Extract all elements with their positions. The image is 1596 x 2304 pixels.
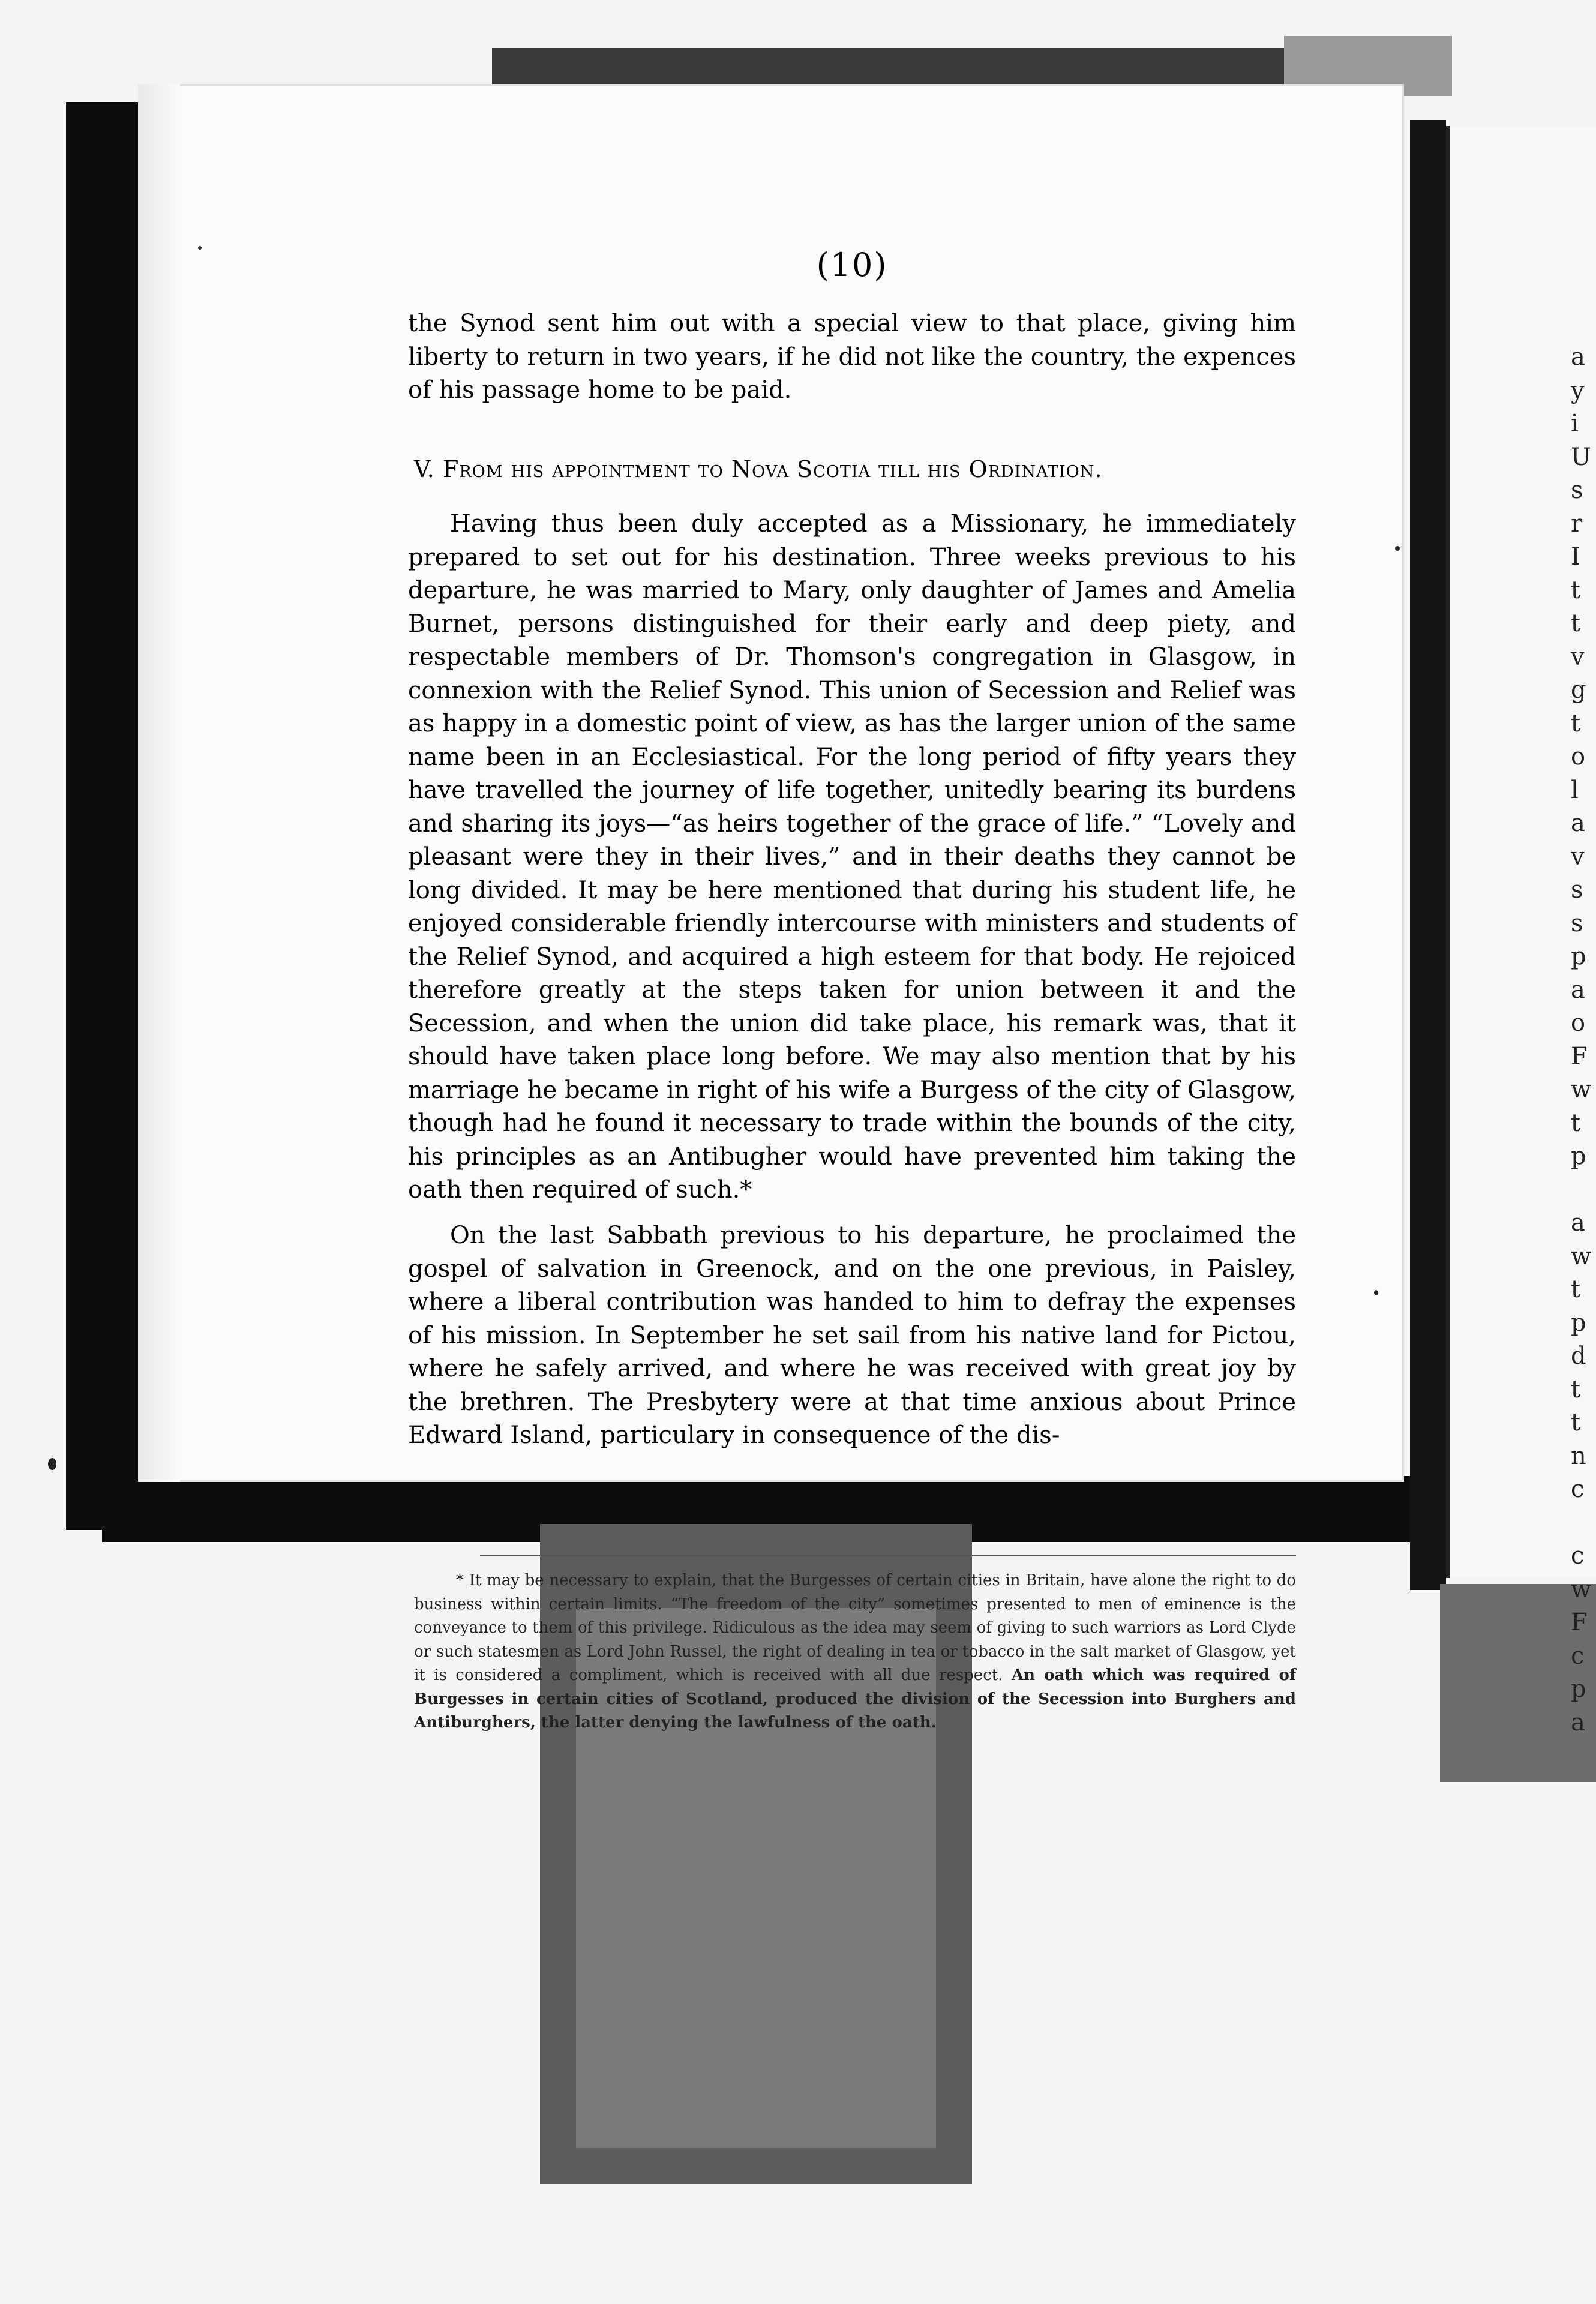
facing-page-letter: y [1571,376,1585,404]
facing-page-letter: t [1571,709,1581,737]
footnote-text: * It may be necessary to explain, that the Burgesses of certain cities in Britain, have alone the right to do business within certain limits. “The freedom of the city” sometimes presented to men of eminence is the conveyance to them of this privilege. Ridiculous as the idea may seem of giving to such warriors as Lord Clyde or such statesmen as Lord John Russel, the right of dealing in tea or tobacco in the salt market of Glasgow, yet it is considered a compliment, which is received with all due respect. [414,1571,1296,1684]
scan-speck [198,246,202,250]
facing-page-letter: a [1571,343,1585,371]
facing-page-letter: s [1571,876,1583,904]
body-paragraph-1: Having thus been duly accepted as a Missionary, he immediately prepared to set out for his destination. Three weeks previous to his departure, he was married to Mary, only daughter of James and Amelia Burnet, persons distinguished for their early and deep piety, and respectable members of Dr. Thomson's congregation in Glasgow, in connexion with the Relief Synod. This union of Secession and Relief was as happy in a domestic point of view, as has the larger union of the same name been in an Ecclesiastical. For the long period of fifty years they have travelled the journey of life together, unitedly bearing its burdens and sharing its joys—“as heirs together of the grace of life.” “Lovely and pleasant were they in their lives,” and in their deaths they cannot be long divided. It may be here mentioned that during his student life, he enjoyed considerable friendly intercourse with ministers and students of the Relief Synod, and acquired a high esteem for that body. He rejoiced therefore greatly at the steps taken for union between it and the Secession, and when the union did take place, his remark was, that it should have taken place long before. We may also mention that by his marriage he became in right of his wife a Burgess of the city of Glasgow, though had he found it necessary to trade within the bounds of the city, his principles as an Antibugher would have prevented him taking the oath then required of such.* [408,510,1296,1204]
facing-page-letter: g [1571,676,1586,704]
section-numeral: V. [414,456,435,482]
facing-page-letter: n [1571,1442,1586,1470]
facing-page-letter: v [1571,842,1585,871]
facing-page-letters [1571,341,1595,1739]
facing-page-letter: c [1571,1642,1585,1670]
facing-page-letter: c [1571,1475,1585,1503]
section-title: From his appointment to Nova Scotia till his Ordination. [442,456,1103,482]
facing-page-letter: t [1571,1276,1581,1303]
footnote [414,1569,1296,1735]
page-curl [138,84,180,1482]
facing-page-letter: i [1571,410,1579,437]
facing-page-letter: F [1571,1609,1588,1636]
scan-speck [1395,546,1400,551]
facing-page-letter [1571,1174,1595,1207]
facing-page-letter: v [1571,643,1585,671]
facing-page-letter: l [1571,776,1579,804]
facing-page-letter: w [1571,1575,1592,1603]
facing-page-letter: o [1571,743,1586,770]
facing-page-letter: w [1571,1076,1592,1103]
continuation-paragraph: the Synod sent him out with a special view to that place, giving him liberty to return in two years, if he did not like the country, the expences of his passage home to be paid. [408,310,1296,404]
facing-page-letter: U [1571,443,1591,471]
facing-page-letter: t [1571,1375,1581,1403]
facing-page-letter: d [1571,1342,1586,1370]
right-page-edge [1410,120,1446,1590]
facing-page-letter: c [1571,1542,1585,1570]
facing-page-letter: w [1571,1242,1592,1270]
facing-page-letter: s [1571,476,1583,504]
facing-page-letter: s [1571,909,1583,937]
facing-page-letter: o [1571,1009,1586,1037]
section-heading [414,456,1296,482]
footnote-bold-text: An oath which was required of Burgesses in certain cities of Scotland, produced the division of the Secession into Burghers and Antiburghers, the latter denying the lawfulness of the oath. [414,1666,1296,1732]
facing-page-letter: t [1571,610,1581,637]
facing-page-letter: I [1571,543,1580,571]
facing-page-letter: p [1571,1142,1586,1170]
facing-page-letter: a [1571,1209,1585,1237]
page-number: (10) [816,246,888,284]
facing-page-letter: p [1571,1675,1586,1703]
footnote-rule [480,1555,1296,1556]
facing-page-letter: a [1571,1708,1585,1736]
facing-page-letter: t [1571,1109,1581,1137]
facing-page-letter: a [1571,976,1585,1004]
facing-page-letter: r [1571,509,1583,538]
facing-page-letter: t [1571,1409,1581,1436]
scan-speck [48,1458,56,1470]
facing-page-letter [1571,1507,1595,1540]
body-paragraph-2: On the last Sabbath previous to his departure, he proclaimed the gospel of salvation in Greenock, and on the one previous, in Paisley, where a liberal contribution was handed to him to defray the expenses of his mission. In September he set sail from his native land for Pictou, where he safely arrived, and where he was received with great joy by the brethren. The Presbytery were at that time anxious about Prince Edward Island, particulary in consequence of the dis- [408,1222,1296,1449]
facing-page-letter: a [1571,809,1585,837]
facing-page-letter: p [1571,1309,1586,1337]
facing-page-letter: t [1571,576,1581,604]
facing-page-letter: F [1571,1042,1588,1070]
facing-page-letter: p [1571,943,1586,970]
scan-speck [1374,1290,1378,1295]
